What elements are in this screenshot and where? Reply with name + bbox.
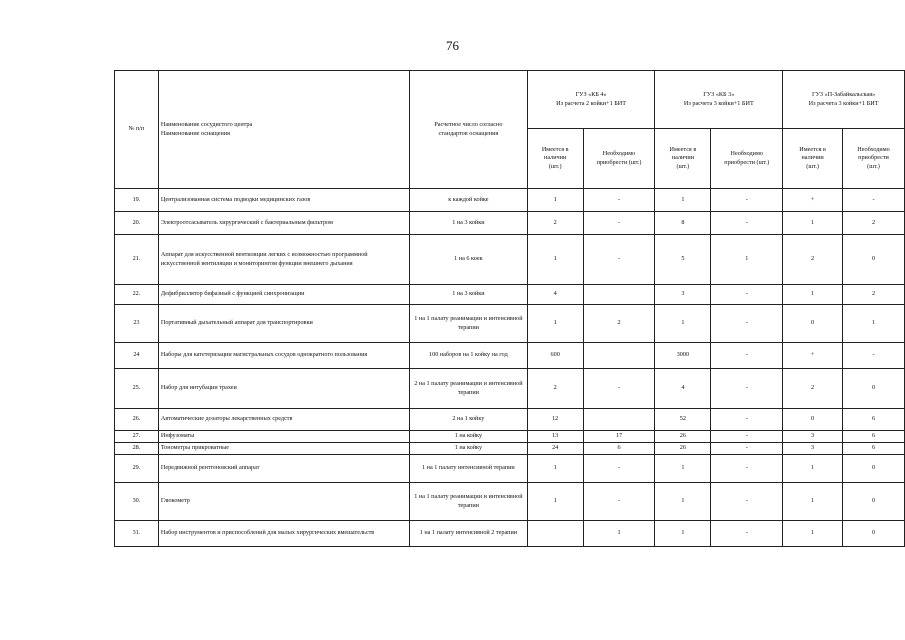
cell-value: 1 bbox=[655, 189, 711, 212]
header-need-1 bbox=[583, 129, 655, 189]
row-calc: 1 на 3 койки bbox=[410, 212, 528, 235]
row-name: Дефибриллятор бифазный с функцией синхронизации bbox=[158, 285, 409, 305]
row-name: Наборы для катетеризации магистральных сосудов однократного пользования bbox=[158, 343, 409, 369]
cell-value: 1 bbox=[783, 212, 843, 235]
cell-value: 1 bbox=[783, 455, 843, 483]
cell-value: 13 bbox=[527, 431, 583, 443]
cell-value: - bbox=[583, 189, 655, 212]
header-num: № п/п bbox=[115, 71, 159, 189]
row-num: 22. bbox=[115, 285, 159, 305]
need-line: приобрести bbox=[858, 154, 889, 162]
row-name: Автоматические дозаторы лекарственных средств bbox=[158, 409, 409, 431]
row-calc: к каждой койке bbox=[410, 189, 528, 212]
have-line: Имеется в bbox=[541, 145, 569, 153]
cell-value: - bbox=[711, 431, 783, 443]
need-line: Необходимо bbox=[857, 145, 890, 153]
cell-value bbox=[583, 285, 655, 305]
group-title: ГУЗ «П-Забайкальская» bbox=[812, 91, 876, 99]
need-line: приобрести (шт.) bbox=[724, 158, 770, 166]
row-num: 24 bbox=[115, 343, 159, 369]
cell-value: - bbox=[583, 455, 655, 483]
cell-value: 24 bbox=[527, 443, 583, 455]
header-need-2 bbox=[711, 129, 783, 189]
cell-value: 1 bbox=[711, 235, 783, 285]
cell-value: 26 bbox=[655, 431, 711, 443]
have-line: наличии bbox=[671, 154, 695, 162]
table-row bbox=[115, 521, 905, 547]
row-num: 23 bbox=[115, 305, 159, 343]
group-title: ГУЗ «КБ 3» bbox=[703, 91, 735, 99]
header-name bbox=[158, 71, 409, 189]
need-line: Необходимо bbox=[602, 150, 636, 158]
cell-value: 1 bbox=[655, 305, 711, 343]
row-num: 27. bbox=[115, 431, 159, 443]
row-num: 26. bbox=[115, 409, 159, 431]
cell-value: - bbox=[711, 521, 783, 547]
table-row bbox=[115, 369, 905, 409]
cell-value: 2 bbox=[783, 369, 843, 409]
cell-value bbox=[583, 343, 655, 369]
group-title: ГУЗ «КБ 4» bbox=[575, 91, 607, 99]
have-line: наличии bbox=[544, 154, 567, 162]
cell-value: 1 bbox=[655, 483, 711, 521]
cell-value: 1 bbox=[527, 305, 583, 343]
row-calc: 1 на 6 коек bbox=[410, 235, 528, 285]
cell-value: 6 bbox=[843, 409, 905, 431]
page-number: 76 bbox=[446, 38, 459, 53]
row-name: Портативный дыхательный аппарат для транспортировки bbox=[158, 305, 409, 343]
row-name: Набор инструментов и приспособлений для малых хирургических вмешательств bbox=[158, 521, 409, 547]
have-line: (шт.) bbox=[676, 162, 690, 170]
cell-value: 2 bbox=[527, 212, 583, 235]
cell-value: 2 bbox=[843, 212, 905, 235]
group-subtitle: Из расчета 3 койки+1 БИТ bbox=[683, 99, 754, 107]
header-have-2 bbox=[655, 129, 711, 189]
cell-value: 6 bbox=[583, 443, 655, 455]
table-row bbox=[115, 431, 905, 443]
cell-value: 1 bbox=[527, 455, 583, 483]
have-line: Имеется в bbox=[799, 145, 826, 153]
row-num: 25. bbox=[115, 369, 159, 409]
cell-value: - bbox=[711, 305, 783, 343]
need-line: Необходимо bbox=[730, 150, 763, 158]
have-line: (шт.) bbox=[548, 162, 562, 170]
header-group-kb3 bbox=[655, 71, 783, 129]
cell-value: 3 bbox=[783, 431, 843, 443]
cell-value: 0 bbox=[843, 483, 905, 521]
header-group-pz bbox=[783, 71, 905, 129]
row-num: 30. bbox=[115, 483, 159, 521]
header-have-3 bbox=[783, 129, 843, 189]
row-calc: 1 на 1 палату интенсивной терапии bbox=[410, 455, 528, 483]
cell-value: 1 bbox=[655, 455, 711, 483]
cell-value: 1 bbox=[655, 521, 711, 547]
header-name-line2: Наименование оснащения bbox=[160, 129, 230, 137]
cell-value: 4 bbox=[527, 285, 583, 305]
cell-value: - bbox=[711, 443, 783, 455]
table-row bbox=[115, 343, 905, 369]
cell-value: - bbox=[711, 212, 783, 235]
cell-value: - bbox=[711, 409, 783, 431]
table-row bbox=[115, 483, 905, 521]
cell-value: 2 bbox=[583, 305, 655, 343]
cell-value: 1 bbox=[843, 305, 905, 343]
cell-value: 17 bbox=[583, 431, 655, 443]
table-row bbox=[115, 212, 905, 235]
cell-value: 2 bbox=[843, 285, 905, 305]
cell-value: 6 bbox=[843, 443, 905, 455]
row-name: Набор для интубации трахеи bbox=[158, 369, 409, 409]
row-calc: 1 на койку bbox=[410, 443, 528, 455]
cell-value: 5 bbox=[655, 235, 711, 285]
table-row bbox=[115, 285, 905, 305]
cell-value: - bbox=[711, 483, 783, 521]
row-num: 31. bbox=[115, 521, 159, 547]
cell-value: - bbox=[583, 212, 655, 235]
cell-value: 2 bbox=[527, 369, 583, 409]
cell-value: 8 bbox=[655, 212, 711, 235]
header-group-kb4 bbox=[527, 71, 655, 129]
need-line: приобрести (шт.) bbox=[596, 158, 642, 166]
row-calc: 2 на 1 палату реанимации и интенсивной терапии bbox=[410, 369, 528, 409]
cell-value bbox=[583, 409, 655, 431]
equipment-table bbox=[114, 70, 905, 547]
cell-value: 26 bbox=[655, 443, 711, 455]
cell-value: 600 bbox=[527, 343, 583, 369]
cell-value: - bbox=[843, 189, 905, 212]
row-calc: 100 наборов на 1 койку на год bbox=[410, 343, 528, 369]
cell-value: 0 bbox=[843, 369, 905, 409]
cell-value: 1 bbox=[583, 521, 655, 547]
header-need-3 bbox=[843, 129, 905, 189]
cell-value: 3 bbox=[655, 285, 711, 305]
cell-value: - bbox=[711, 285, 783, 305]
group-subtitle: Из расчета 2 койки+1 БИТ bbox=[556, 99, 627, 107]
cell-value: - bbox=[843, 343, 905, 369]
need-line: (шт.) bbox=[867, 162, 880, 170]
cell-value: 1 bbox=[527, 235, 583, 285]
cell-value: 1 bbox=[783, 483, 843, 521]
table-row bbox=[115, 455, 905, 483]
cell-value: + bbox=[783, 343, 843, 369]
cell-value: + bbox=[783, 189, 843, 212]
cell-value: 1 bbox=[783, 521, 843, 547]
row-calc: 2 на 1 койку bbox=[410, 409, 528, 431]
have-line: (шт.) bbox=[806, 162, 819, 170]
cell-value: - bbox=[711, 343, 783, 369]
row-name: Электроотсасыватель хирургический с бактериальным фильтром bbox=[158, 212, 409, 235]
row-num: 29. bbox=[115, 455, 159, 483]
cell-value: 12 bbox=[527, 409, 583, 431]
row-name: Передвижной рентгеновский аппарат bbox=[158, 455, 409, 483]
have-line: наличии bbox=[801, 154, 824, 162]
have-line: Имеется в bbox=[669, 145, 697, 153]
cell-value: - bbox=[583, 235, 655, 285]
header-name-line1: Наименование сосудистого центра bbox=[160, 121, 253, 129]
cell-value: 1 bbox=[527, 189, 583, 212]
row-num: 28. bbox=[115, 443, 159, 455]
table-row bbox=[115, 409, 905, 431]
row-calc: 1 на 3 койки bbox=[410, 285, 528, 305]
cell-value: 3 bbox=[783, 443, 843, 455]
cell-value: - bbox=[583, 483, 655, 521]
cell-value: 0 bbox=[783, 305, 843, 343]
row-name: Инфузоматы bbox=[158, 431, 409, 443]
table-row bbox=[115, 443, 905, 455]
row-name: Аппарат для искусственной вентиляции легких с возможностью программной искусственной вентиляции и мониторингом функции внешнего дыхания bbox=[158, 235, 409, 285]
cell-value: 0 bbox=[843, 455, 905, 483]
row-num: 19. bbox=[115, 189, 159, 212]
cell-value: 0 bbox=[843, 521, 905, 547]
row-name: Централизованная система подводки медицинских газов bbox=[158, 189, 409, 212]
table-row bbox=[115, 305, 905, 343]
cell-value: 1 bbox=[527, 483, 583, 521]
cell-value: 6 bbox=[843, 431, 905, 443]
cell-value: 0 bbox=[843, 235, 905, 285]
cell-value bbox=[527, 521, 583, 547]
header-calc-line1: Расчетное число согласно bbox=[434, 121, 503, 129]
row-calc: 1 на койку bbox=[410, 431, 528, 443]
header-calc-line2: стандартов оснащения bbox=[438, 129, 499, 137]
cell-value: 52 bbox=[655, 409, 711, 431]
row-calc: 1 на 1 палату интенсивной 2 терапии bbox=[410, 521, 528, 547]
row-calc: 1 на 1 палату реанимации и интенсивной терапии bbox=[410, 305, 528, 343]
row-num: 20. bbox=[115, 212, 159, 235]
cell-value: 1 bbox=[783, 285, 843, 305]
header-calc bbox=[410, 71, 528, 189]
cell-value: 2 bbox=[783, 235, 843, 285]
cell-value: 3000 bbox=[655, 343, 711, 369]
cell-value: - bbox=[711, 189, 783, 212]
group-subtitle: Из расчета 3 койки+1 БИТ bbox=[808, 99, 879, 107]
cell-value: 4 bbox=[655, 369, 711, 409]
cell-value: - bbox=[583, 369, 655, 409]
table-row bbox=[115, 189, 905, 212]
table-row bbox=[115, 235, 905, 285]
cell-value: 0 bbox=[783, 409, 843, 431]
cell-value: - bbox=[711, 455, 783, 483]
row-calc: 1 на 1 палату реанимации и интенсивной терапии bbox=[410, 483, 528, 521]
header-have-1 bbox=[527, 129, 583, 189]
cell-value: - bbox=[711, 369, 783, 409]
row-num: 21. bbox=[115, 235, 159, 285]
row-name: Тонометры прикроватные bbox=[158, 443, 409, 455]
row-name: Глюкометр bbox=[158, 483, 409, 521]
